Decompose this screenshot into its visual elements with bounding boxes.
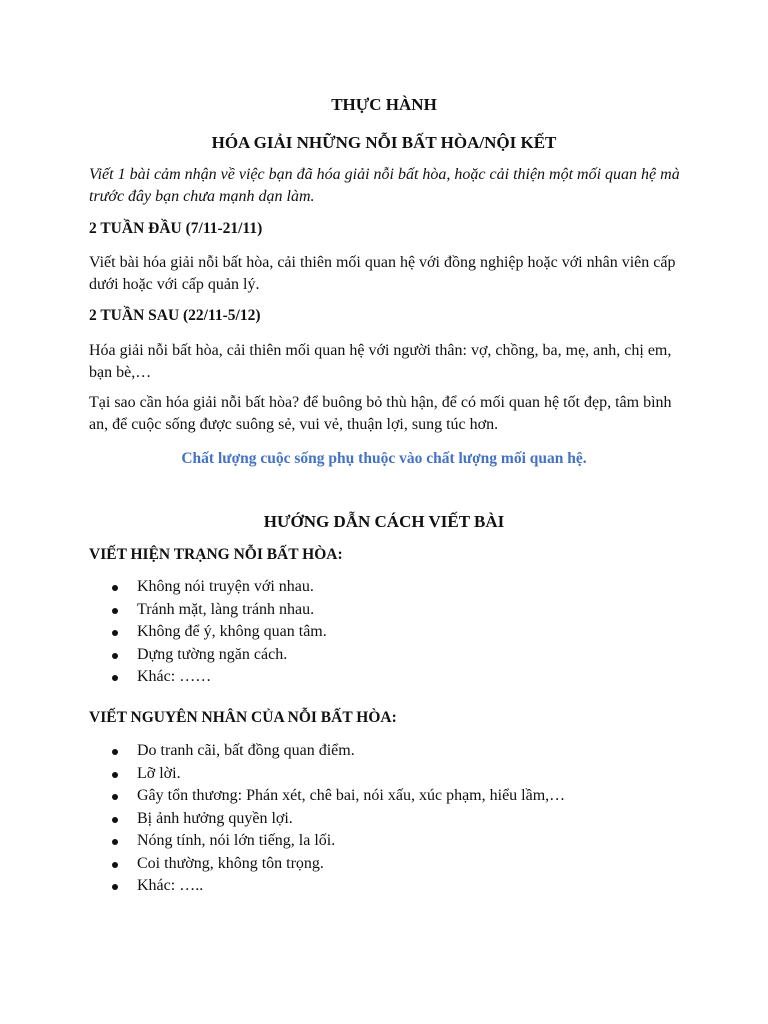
bullet-icon [112, 772, 118, 778]
list-item: Do tranh cãi, bất đồng quan điểm. [112, 740, 712, 763]
bullet-icon [112, 630, 118, 636]
week2-heading: 2 TUẦN SAU (22/11-5/12) [89, 307, 261, 324]
week1-heading: 2 TUẦN ĐẦU (7/11-21/11) [89, 220, 263, 237]
guide-title: HƯỚNG DẪN CÁCH VIẾT BÀI [263, 512, 505, 531]
list-item: Không nói truyện với nhau. [112, 576, 712, 599]
list-item: Khác: …… [112, 666, 712, 689]
week2-text: Hóa giải nỗi bất hòa, cải thiên mối quan hệ với người thân: vợ, chồng, ba, mẹ, anh, chị em, bạn bè,… [89, 342, 672, 381]
list-item: Coi thường, không tôn trọng. [112, 853, 712, 876]
bullet-icon [112, 817, 118, 823]
list-item: Gây tổn thương: Phán xét, chê bai, nói xấu, xúc phạm, hiểu lầm,… [112, 785, 712, 808]
bullet-icon [112, 884, 118, 890]
bullet-icon [112, 608, 118, 614]
bullet-icon [112, 749, 118, 755]
status-list [112, 576, 712, 689]
why-text: Tại sao cần hóa giải nỗi bất hòa? để buông bỏ thù hận, để có mối quan hệ tốt đẹp, tâm bình an, để cuộc sống được suông sẻ, vui vẻ, thuận lợi, sung túc hơn. [89, 394, 672, 433]
bullet-icon [112, 585, 118, 591]
bullet-icon [112, 794, 118, 800]
document-subtitle: HÓA GIẢI NHỮNG NỖI BẤT HÒA/NỘI KẾT [211, 133, 557, 152]
list-item: Nóng tính, nói lớn tiếng, la lối. [112, 830, 712, 853]
bullet-icon [112, 862, 118, 868]
cause-heading: VIẾT NGUYÊN NHÂN CỦA NỖI BẤT HÒA: [89, 709, 397, 726]
bullet-icon [112, 675, 118, 681]
quote-text: Chất lượng cuộc sống phụ thuộc vào chất lượng mối quan hệ. [181, 450, 587, 467]
status-heading: VIẾT HIỆN TRẠNG NỖI BẤT HÒA: [89, 546, 343, 563]
list-item: Lỡ lời. [112, 763, 712, 786]
intro-text: Viết 1 bài cảm nhận về việc bạn đã hóa giải nỗi bất hòa, hoặc cải thiện một mối quan hệ mà trước đây bạn chưa mạnh dạn làm. [89, 166, 680, 205]
page-title: THỰC HÀNH [331, 95, 437, 114]
list-item: Tránh mặt, làng tránh nhau. [112, 599, 712, 622]
cause-list [112, 740, 712, 898]
week1-text: Viết bài hóa giải nỗi bất hòa, cải thiên mối quan hệ với đồng nghiệp hoặc với nhân viên cấp dưới hoặc với cấp quản lý. [89, 254, 676, 293]
bullet-icon [112, 839, 118, 845]
bullet-icon [112, 653, 118, 659]
list-item: Dựng tường ngăn cách. [112, 644, 712, 667]
list-item: Khác: ….. [112, 875, 712, 898]
list-item: Bị ảnh hưởng quyền lợi. [112, 808, 712, 831]
list-item: Không để ý, không quan tâm. [112, 621, 712, 644]
